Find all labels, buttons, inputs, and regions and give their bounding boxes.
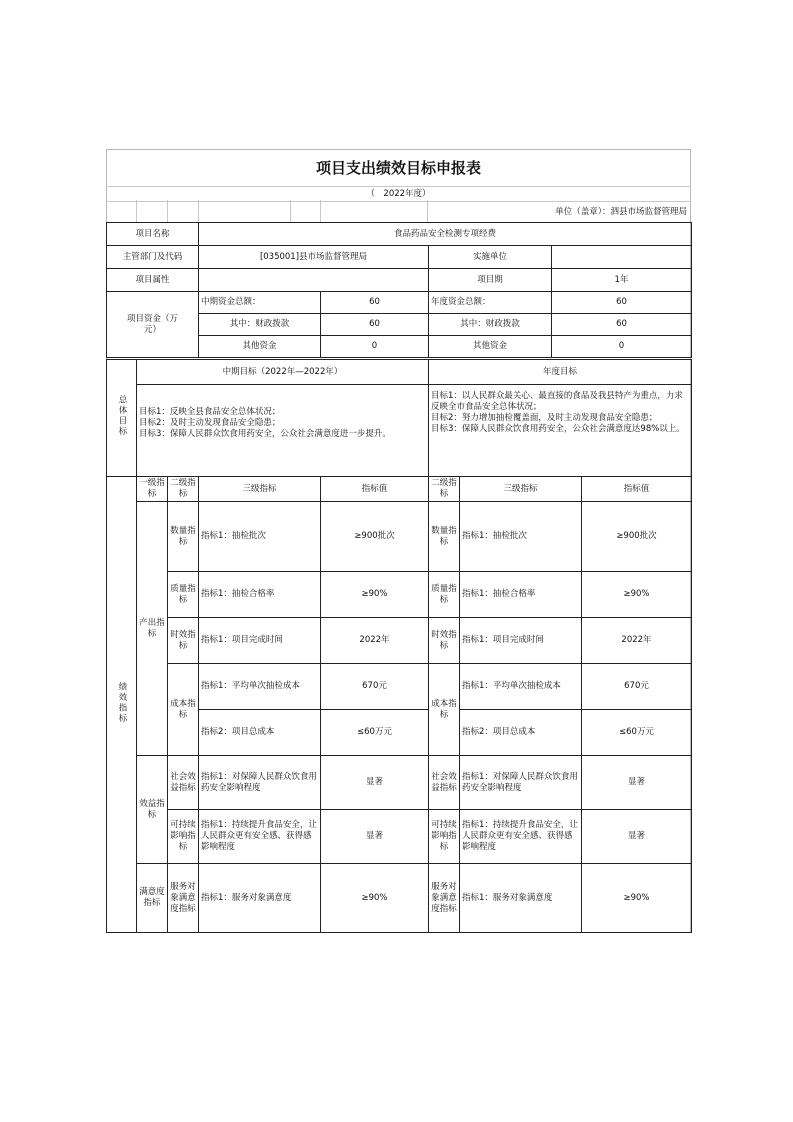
l2-cell-b: 成本指标 [429, 664, 460, 756]
l2-cell-b: 质量指标 [429, 572, 460, 618]
year-fiscal-value: 60 [552, 314, 692, 336]
h-level1: 一级指标 [137, 477, 168, 502]
year-note: （ 2022年度） [106, 186, 691, 202]
project-name-label: 项目名称 [107, 223, 199, 246]
l2-cell-b: 时效指标 [429, 618, 460, 664]
year-total-value: 60 [552, 292, 692, 314]
funds-label: 项目资金（万元） [107, 292, 199, 358]
value-cell-b: 2022年 [582, 618, 692, 664]
mid-goal-text: 目标1：反映全县食品安全总体状况； 目标2：及时主动发现食品安全隐患； 目标3：保障人民群众饮食用药安全，公众社会满意度进一步提升。 [137, 385, 429, 477]
perf-label: 绩效指标 [107, 477, 137, 933]
l2-cell-b: 可持续影响指标 [429, 810, 460, 864]
l3-cell: 指标1：对保障人民群众饮食用药安全影响程度 [199, 756, 321, 810]
mid-goal-header: 中期目标（2022年—2022年） [137, 360, 429, 385]
year-goal-text: 目标1：以人民群众最关心、最直接的食品及我县特产为重点，力求反映全市食品安全总体状况； 目标2：努力增加抽检覆盖面，及时主动发现食品安全隐患； 目标3：保障人民群众饮食用药安全，公众社会满意度达98%以上。 [429, 385, 692, 477]
dept-value: [035001]县市场监督管理局 [199, 246, 429, 269]
l3-cell-b: 指标1：对保障人民群众饮食用药安全影响程度 [460, 756, 582, 810]
form-title: 项目支出绩效目标申报表 [315, 159, 481, 177]
l3-cell-b: 指标1：服务对象满意度 [460, 864, 582, 933]
unit-label: 单位（盖章）：泗县市场监督管理局 [555, 207, 687, 217]
table-row [107, 664, 692, 710]
dept-label: 主管部门及代码 [107, 246, 199, 269]
value-cell: ≥90% [321, 572, 429, 618]
value-cell: ≥900批次 [321, 502, 429, 572]
table-row [107, 810, 692, 864]
blank-cell [167, 200, 199, 222]
value-cell: 2022年 [321, 618, 429, 664]
mid-total-value: 60 [321, 292, 429, 314]
blank-cell [136, 200, 168, 222]
value-cell-b: ≥90% [582, 572, 692, 618]
h-level3: 三级指标 [199, 477, 321, 502]
value-cell: 显著 [321, 810, 429, 864]
l2-cell-b: 数量指标 [429, 502, 460, 572]
l2-cell: 成本指标 [168, 664, 199, 756]
value-cell-b: 显著 [582, 810, 692, 864]
h-level3-b: 三级指标 [460, 477, 582, 502]
l2-cell: 社会效益指标 [168, 756, 199, 810]
goals-table [106, 359, 692, 477]
table-row [107, 756, 692, 810]
l3-cell: 指标1：服务对象满意度 [199, 864, 321, 933]
blank-cell [290, 200, 321, 222]
year-fiscal-label: 其中：财政拨款 [429, 314, 552, 336]
year-other-value: 0 [552, 336, 692, 358]
table-row [107, 502, 692, 572]
l3-cell: 指标2：项目总成本 [199, 710, 321, 756]
unit-row [106, 200, 691, 222]
l3-cell: 指标1：项目完成时间 [199, 618, 321, 664]
h-level2: 二级指标 [168, 477, 199, 502]
l2-cell: 数量指标 [168, 502, 199, 572]
value-cell-b: ≥90% [582, 864, 692, 933]
value-cell-b: 显著 [582, 756, 692, 810]
impl-value [552, 246, 692, 269]
blank-cell [106, 200, 137, 222]
value-cell-b: 670元 [582, 664, 692, 710]
value-cell-b: ≤60万元 [582, 710, 692, 756]
value-cell: 670元 [321, 664, 429, 710]
effect-label: 效益指标 [137, 756, 168, 864]
h-value-b: 指标值 [582, 477, 692, 502]
mid-fiscal-label: 其中：财政拨款 [199, 314, 321, 336]
l3-cell: 指标1：抽检合格率 [199, 572, 321, 618]
basic-info-table [106, 222, 692, 358]
l3-cell: 指标1：平均单次抽检成本 [199, 664, 321, 710]
value-cell: ≤60万元 [321, 710, 429, 756]
mid-fiscal-value: 60 [321, 314, 429, 336]
impl-label: 实施单位 [429, 246, 552, 269]
mid-total-label: 中期资金总额： [199, 292, 321, 314]
l3-cell-b: 指标1：抽检合格率 [460, 572, 582, 618]
period-value: 1年 [552, 269, 692, 292]
mid-other-label: 其他资金 [199, 336, 321, 358]
l2-cell: 时效指标 [168, 618, 199, 664]
attr-label: 项目属性 [107, 269, 199, 292]
l2-cell-b: 社会效益指标 [429, 756, 460, 810]
value-cell: ≥90% [321, 864, 429, 933]
year-goal-header: 年度目标 [429, 360, 692, 385]
l3-cell-b: 指标1：平均单次抽检成本 [460, 664, 582, 710]
table-row [107, 572, 692, 618]
attr-value [199, 269, 429, 292]
output-label: 产出指标 [137, 502, 168, 756]
table-row [107, 618, 692, 664]
h-level2-b: 二级指标 [429, 477, 460, 502]
blank-cell [198, 200, 291, 222]
year-other-label: 其他资金 [429, 336, 552, 358]
year-total-label: 年度资金总额： [429, 292, 552, 314]
value-cell: 显著 [321, 756, 429, 810]
l2-cell-b: 服务对象满意度指标 [429, 864, 460, 933]
satisfaction-label: 满意度指标 [137, 864, 168, 933]
l2-cell: 服务对象满意度指标 [168, 864, 199, 933]
blank-cell [320, 200, 428, 222]
l2-cell: 质量指标 [168, 572, 199, 618]
project-name-value: 食品药品安全检测专项经费 [199, 223, 692, 246]
l3-cell-b: 指标2：项目总成本 [460, 710, 582, 756]
l3-cell-b: 指标1：抽检批次 [460, 502, 582, 572]
value-cell-b: ≥900批次 [582, 502, 692, 572]
h-value: 指标值 [321, 477, 429, 502]
goals-label: 总体目标 [107, 360, 137, 477]
l3-cell-b: 指标1：持续提升食品安全，让人民群众更有安全感、获得感影响程度 [460, 810, 582, 864]
mid-other-value: 0 [321, 336, 429, 358]
table-row [107, 864, 692, 933]
l2-cell: 可持续影响指标 [168, 810, 199, 864]
perf-table [106, 476, 692, 933]
l3-cell: 指标1：持续提升食品安全，让人民群众更有安全感、获得感影响程度 [199, 810, 321, 864]
period-label: 项目期 [429, 269, 552, 292]
l3-cell: 指标1：抽检批次 [199, 502, 321, 572]
l3-cell-b: 指标1：项目完成时间 [460, 618, 582, 664]
